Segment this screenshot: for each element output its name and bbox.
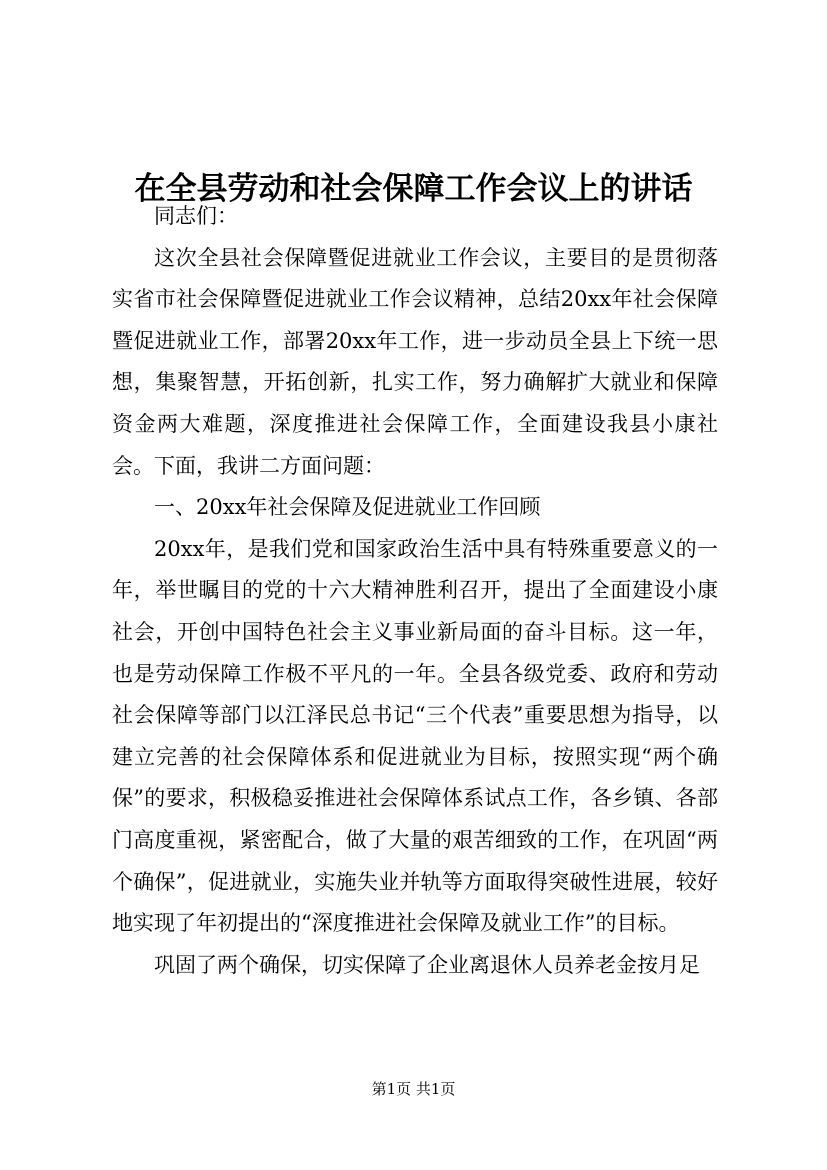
paragraph-intro: 这次全县社会保障暨促进就业工作会议，主要目的是贯彻落实省市社会保障暨促进就业工作会议精神，总结20xx年社会保障暨促进就业工作，部署20xx年工作，进一步动员全县上下统一思想，集聚智慧，开拓创新，扎实工作，努力确解扩大就业和保障资金两大难题，深度推进社会保障工作，全面建设我县小康社会。下面，我讲二方面问题：	[112, 245, 718, 478]
document-title: 在全县劳动和社会保障工作会议上的讲话	[134, 170, 693, 207]
document-body	[112, 196, 718, 986]
page-footer: 第1页 共1页	[371, 1080, 456, 1098]
salutation: 同志们：	[154, 204, 238, 228]
paragraph-guarantee: 巩固了两个确保，切实保障了企业离退休人员养老金按月足	[154, 952, 700, 977]
section-heading-1: 一、20xx年社会保障及促进就业工作回顾	[154, 495, 541, 520]
paragraph-review: 20xx年，是我们党和国家政治生活中具有特殊重要意义的一年，举世瞩目的党的十六大精神胜利召开，提出了全面建设小康社会，开创中国特色社会主义事业新局面的奋斗目标。这一年，也是劳动保障工作极不平凡的一年。全县各级党委、政府和劳动社会保障等部门以江泽民总书记“三个代表”重要思想为指导，以建立完善的社会保障体系和促进就业为目标，按照实现“两个确保”的要求，积极稳妥推进社会保障体系试点工作，各乡镇、各部门高度重视，紧密配合，做了大量的艰苦细致的工作，在巩固“两个确保”，促进就业，实施失业并轨等方面取得突破性进展，较好地实现了年初提出的“深度推进社会保障及就业工作”的目标。	[112, 536, 718, 936]
